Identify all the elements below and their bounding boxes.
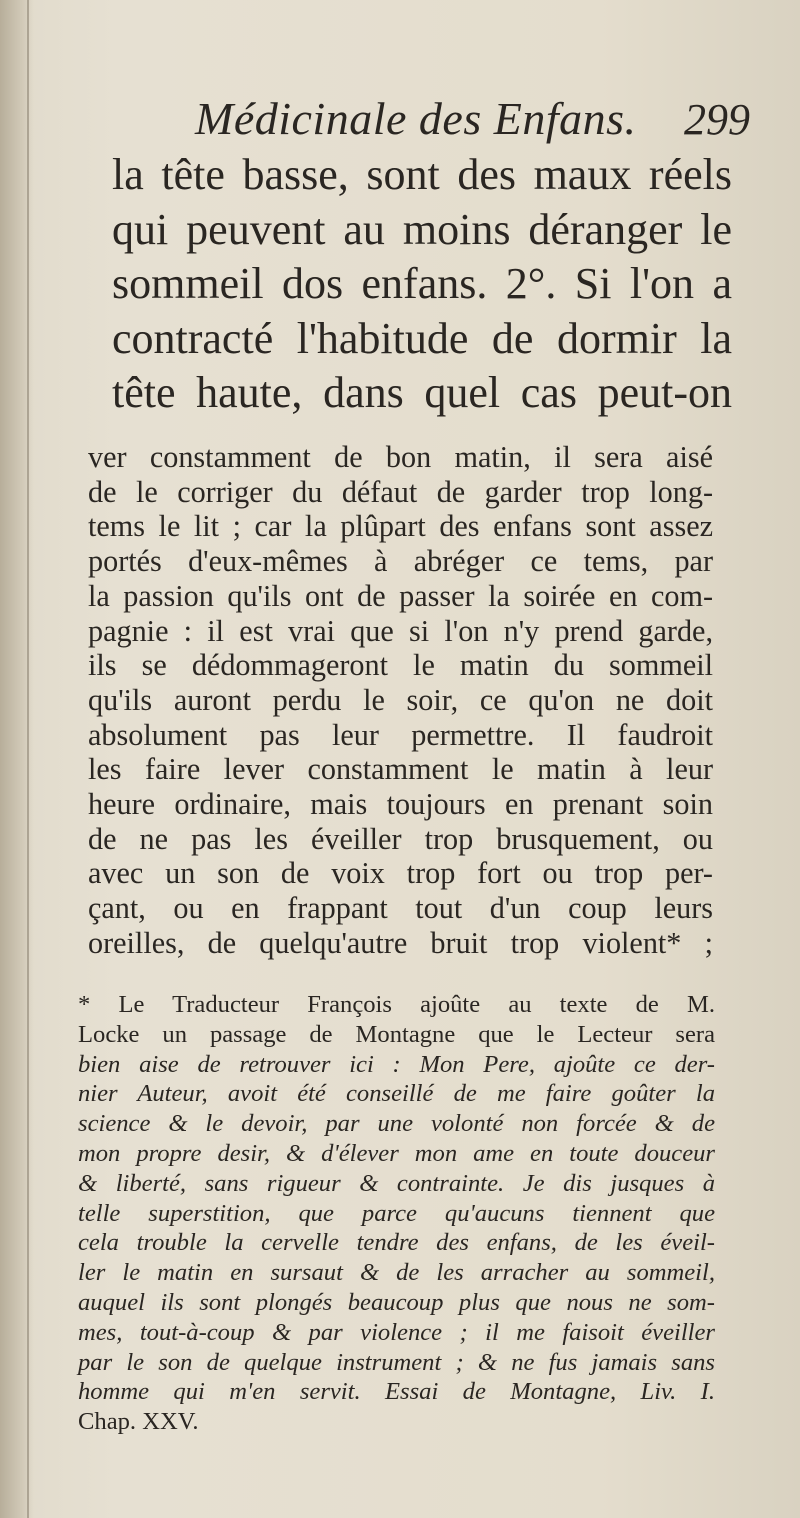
text-line: çant, ou en frappant tout d'un coup leurs — [88, 891, 713, 926]
text-line: tems le lit ; car la plûpart des enfans sont assez — [88, 509, 713, 544]
text-line: absolument pas leur permettre. Il faudroit — [88, 717, 713, 752]
footnote-line: nier Auteur, avoit été conseillé de me faire goûter la — [78, 1080, 715, 1108]
text-line: de le corriger du défaut de garder trop long- — [88, 474, 713, 509]
footnote-line: mon propre desir, & d'élever mon ame en toute douceur — [78, 1139, 715, 1167]
main-text-block — [88, 440, 713, 961]
footnote-line: bien aise de retrouver ici : Mon Pere, ajoûte ce der- — [78, 1050, 715, 1078]
text-line: pagnie : il est vrai que si l'on n'y prend garde, — [88, 613, 713, 648]
footnote-line: Locke un passage de Montagne que le Lecteur sera — [78, 1020, 715, 1048]
text-line: avec un son de voix trop fort ou trop per- — [88, 856, 713, 891]
page-number: 299 — [684, 95, 750, 144]
text-line: tête haute, dans quel cas peut-on — [112, 368, 732, 417]
footnote-line: telle superstition, que parce qu'aucuns tiennent que — [78, 1199, 715, 1227]
text-line: la tête basse, sont des maux réels — [112, 150, 732, 199]
footnote-line: * Le Traducteur François ajoûte au texte de M. — [78, 991, 715, 1018]
footnote-line: & liberté, sans rigueur & contrainte. Je dis jusques à — [78, 1169, 715, 1197]
footnote-line: homme qui m'en servit. Essai de Montagne, Liv. I. — [78, 1378, 715, 1406]
text-line: qu'ils auront perdu le soir, ce qu'on ne doit — [88, 682, 713, 717]
running-head: Médicinale des Enfans. — [195, 93, 637, 144]
text-line: les faire lever constamment le matin à leur — [88, 752, 713, 787]
text-line: oreilles, de quelqu'autre bruit trop violent* ; — [88, 925, 713, 960]
footnote-line: par le son de quelque instrument ; & ne fus jamais sans — [78, 1348, 715, 1376]
footnote-line: science & le devoir, par une volonté non forcée & de — [78, 1110, 715, 1138]
text-line: heure ordinaire, mais toujours en prenant soin — [88, 787, 713, 822]
footnote-block — [78, 990, 715, 1437]
text-line: portés d'eux-mêmes à abréger ce tems, par — [88, 544, 713, 579]
footnote-line: auquel ils sont plongés beaucoup plus que nous ne som- — [78, 1288, 715, 1316]
text-line: sommeil dos enfans. 2°. Si l'on a — [112, 259, 732, 308]
text-line: ils se dédommageront le matin du sommeil — [88, 648, 713, 683]
upper-text-block — [112, 148, 732, 421]
text-line: contracté l'habitude de dormir la — [112, 313, 732, 363]
footnote-line: Chap. XXV. — [78, 1408, 199, 1436]
text-line: la passion qu'ils ont de passer la soirée en com- — [88, 578, 713, 613]
page-header — [110, 92, 750, 152]
page-gutter-edge — [27, 0, 29, 1518]
footnote-line: mes, tout-à-coup & par violence ; il me faisoit éveiller — [78, 1318, 715, 1346]
text-line: ver constamment de bon matin, il sera aisé — [88, 440, 713, 474]
footnote-line: ler le matin en sursaut & de les arracher au sommeil, — [78, 1259, 715, 1287]
footnote-line: cela trouble la cervelle tendre des enfans, de les éveil- — [78, 1229, 715, 1257]
text-line: de ne pas les éveiller trop brusquement, ou — [88, 821, 713, 856]
text-line: qui peuvent au moins déranger le — [112, 204, 732, 254]
